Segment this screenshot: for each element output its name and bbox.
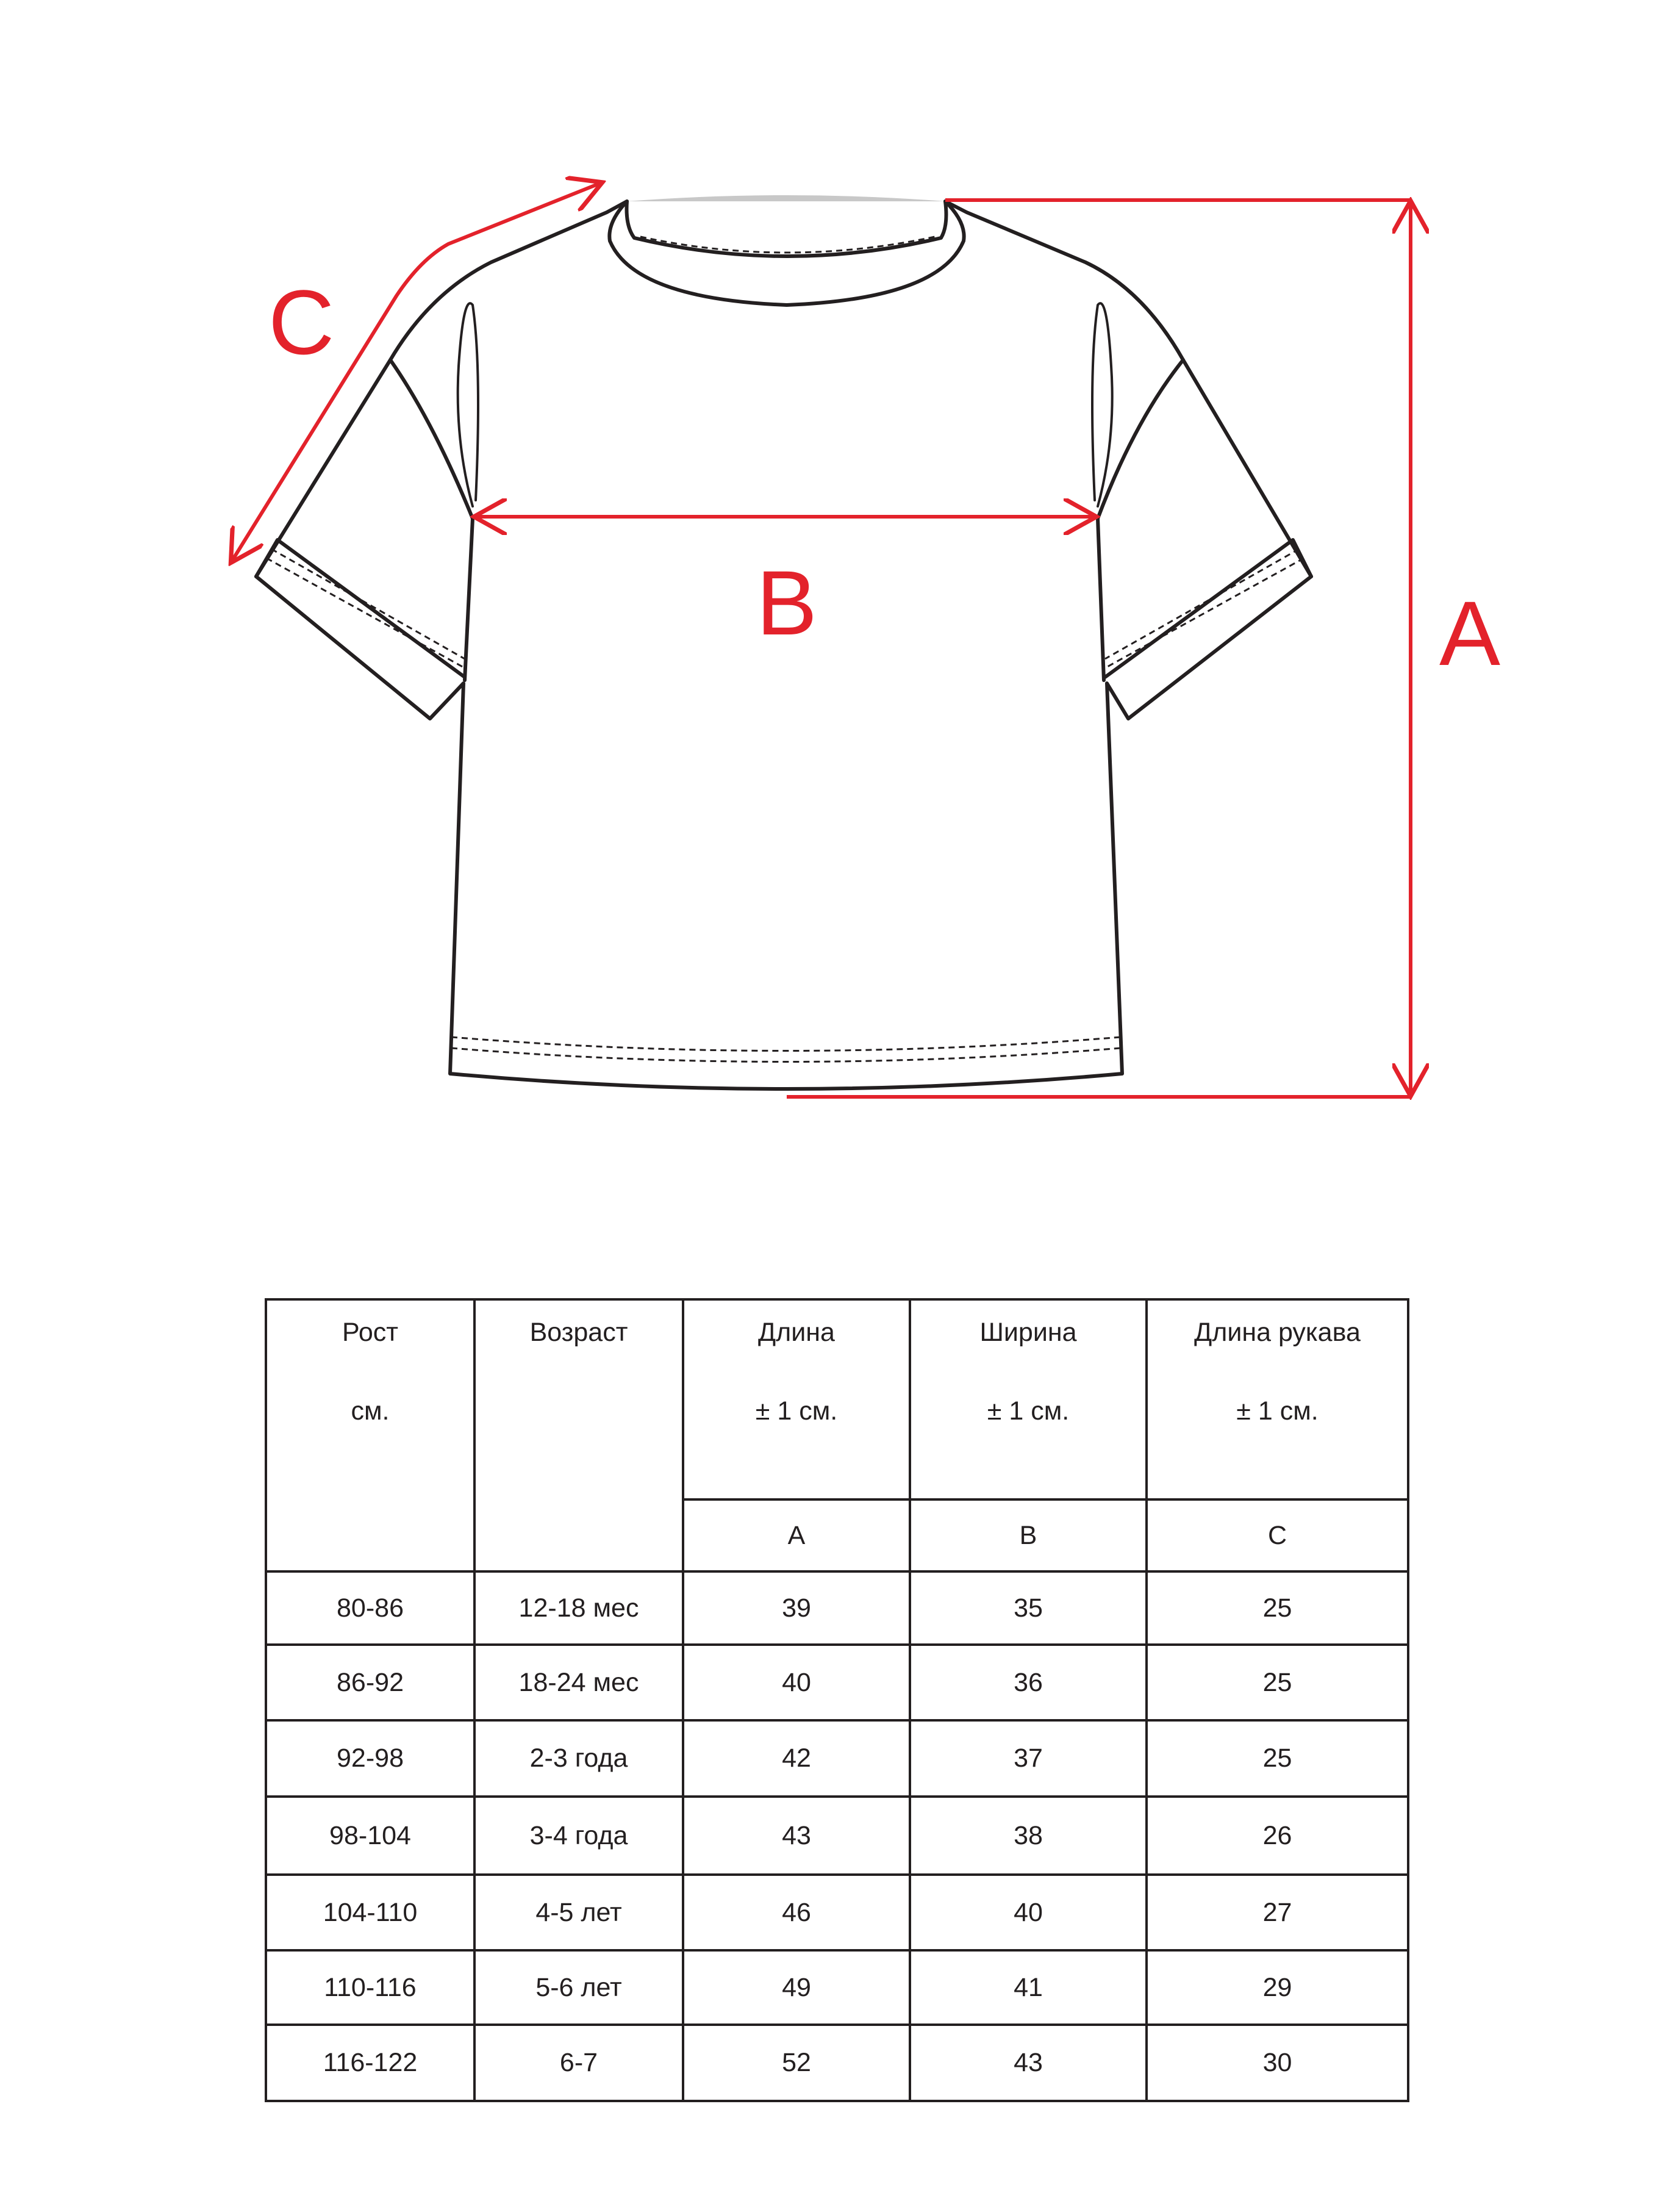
size-table <box>265 1298 1409 2102</box>
table-row <box>266 1645 1408 1720</box>
header-height-title: Рост <box>342 1318 398 1347</box>
cell-sleeve-length: 25 <box>1147 1571 1408 1645</box>
cell-age: 4-5 лет <box>474 1875 683 1950</box>
table-row <box>266 1950 1408 2025</box>
header-length-title: Длина <box>758 1318 835 1347</box>
header-width <box>910 1299 1147 1499</box>
header-age-title: Возраст <box>529 1318 628 1347</box>
header-sleeve-length-tolerance: ± 1 см. <box>1236 1396 1319 1426</box>
table-row <box>266 1875 1408 1950</box>
cell-width: 37 <box>910 1720 1147 1797</box>
table-row <box>266 1720 1408 1797</box>
header-length <box>683 1299 910 1499</box>
subheader-c: C <box>1147 1499 1408 1571</box>
cell-width: 41 <box>910 1950 1147 2025</box>
cell-sleeve-length: 25 <box>1147 1720 1408 1797</box>
cell-age: 18-24 мес <box>474 1645 683 1720</box>
cell-length: 49 <box>683 1950 910 2025</box>
cell-age: 5-6 лет <box>474 1950 683 2025</box>
cell-length: 39 <box>683 1571 910 1645</box>
cell-length: 42 <box>683 1720 910 1797</box>
cell-length: 52 <box>683 2025 910 2101</box>
cell-width: 40 <box>910 1875 1147 1950</box>
header-width-tolerance: ± 1 см. <box>987 1396 1070 1426</box>
cell-length: 43 <box>683 1797 910 1875</box>
cell-width: 43 <box>910 2025 1147 2101</box>
length-label: A <box>1439 582 1501 684</box>
header-sleeve-length <box>1147 1299 1408 1499</box>
cell-sleeve-length: 25 <box>1147 1645 1408 1720</box>
sleeve-length-label: C <box>268 271 335 373</box>
cell-height: 116-122 <box>266 2025 474 2101</box>
cell-height: 98-104 <box>266 1797 474 1875</box>
cell-width: 38 <box>910 1797 1147 1875</box>
cell-width: 35 <box>910 1571 1147 1645</box>
cell-sleeve-length: 30 <box>1147 2025 1408 2101</box>
cell-age: 2-3 года <box>474 1720 683 1797</box>
table-row <box>266 2025 1408 2101</box>
cell-height: 80-86 <box>266 1571 474 1645</box>
header-height-unit: см. <box>351 1396 390 1426</box>
size-rows <box>266 1571 1408 2101</box>
cell-width: 36 <box>910 1645 1147 1720</box>
cell-age: 12-18 мес <box>474 1571 683 1645</box>
header-row <box>266 1299 1408 1499</box>
cell-height: 110-116 <box>266 1950 474 2025</box>
header-length-tolerance: ± 1 см. <box>755 1396 838 1426</box>
cell-age: 3-4 года <box>474 1797 683 1875</box>
cell-height: 86-92 <box>266 1645 474 1720</box>
width-label: B <box>756 551 818 654</box>
cell-height: 104-110 <box>266 1875 474 1950</box>
header-age <box>474 1299 683 1571</box>
cell-age: 6-7 <box>474 2025 683 2101</box>
cell-height: 92-98 <box>266 1720 474 1797</box>
table-row <box>266 1797 1408 1875</box>
subheader-a: A <box>683 1499 910 1571</box>
header-height <box>266 1299 474 1571</box>
cell-sleeve-length: 26 <box>1147 1797 1408 1875</box>
cell-length: 40 <box>683 1645 910 1720</box>
table-row <box>266 1571 1408 1645</box>
cell-length: 46 <box>683 1875 910 1950</box>
subheader-b: B <box>910 1499 1147 1571</box>
header-width-title: Ширина <box>979 1318 1077 1347</box>
header-sleeve-length-title: Длина рукава <box>1194 1318 1361 1347</box>
cell-sleeve-length: 29 <box>1147 1950 1408 2025</box>
cell-sleeve-length: 27 <box>1147 1875 1408 1950</box>
